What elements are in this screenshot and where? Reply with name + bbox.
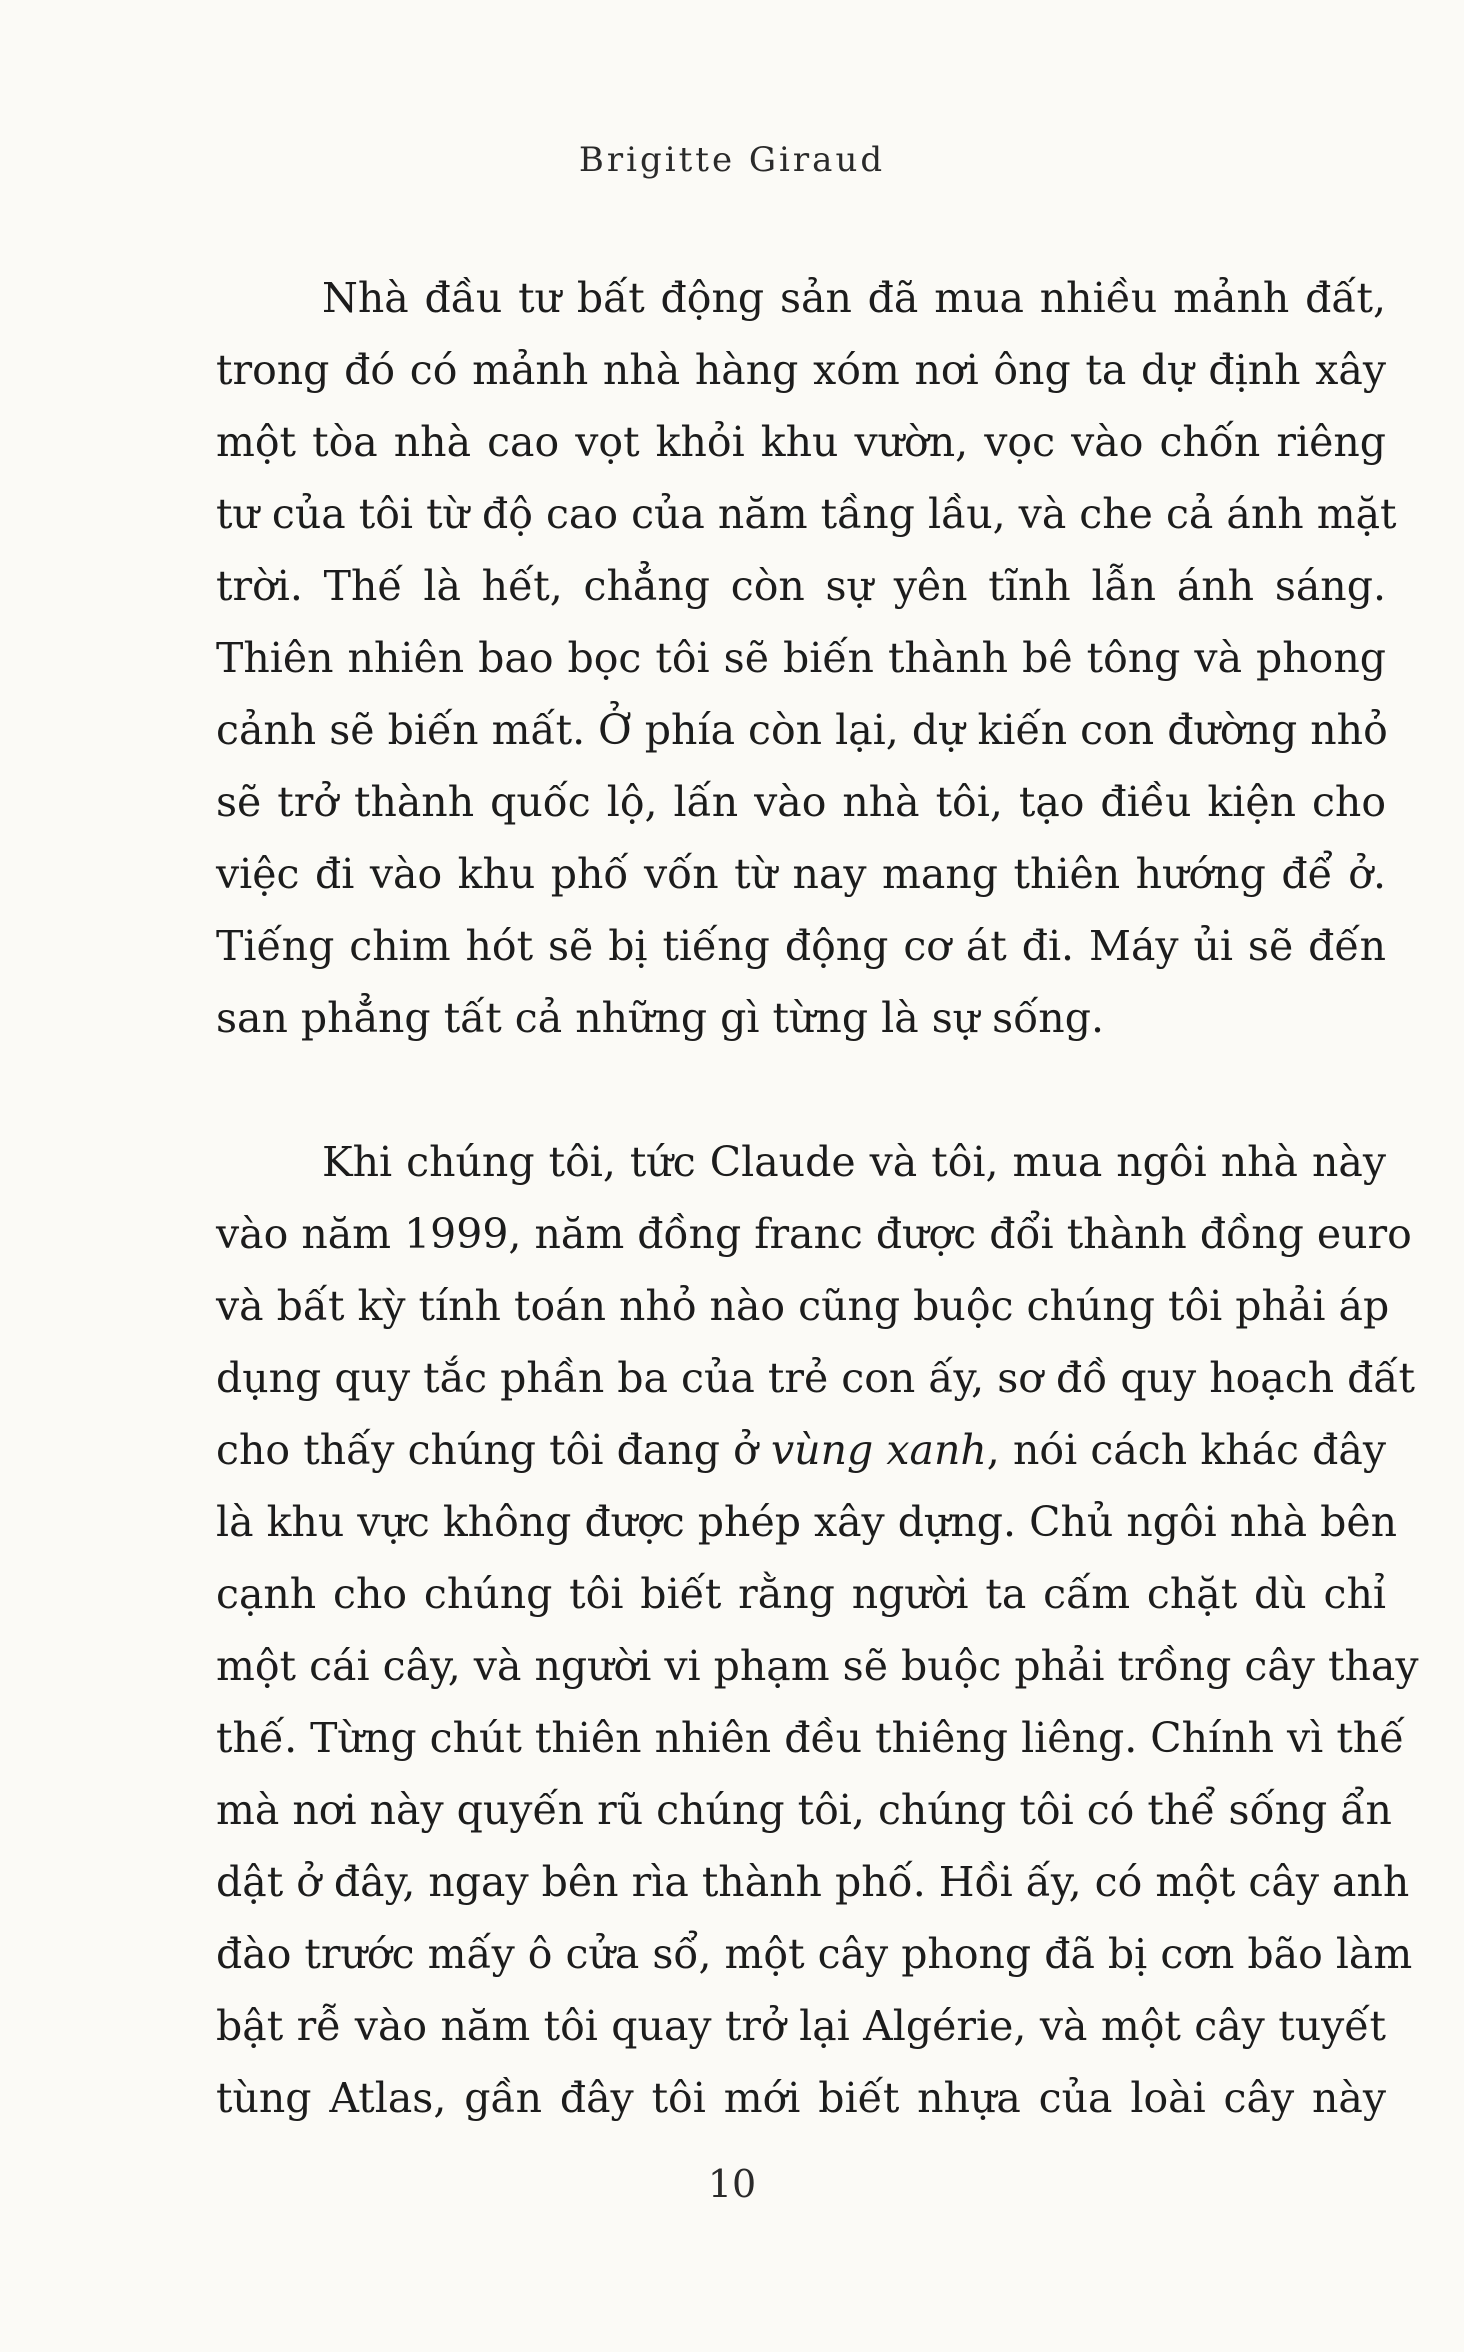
text-line: san phẳng tất cả những gì từng là sự sống. [216, 994, 1104, 1042]
text-line: và bất kỳ tính toán nhỏ nào cũng buộc chúng tôi phải áp [216, 1282, 1390, 1330]
text-line: Nhà đầu tư bất động sản đã mua nhiều mảnh đất, [322, 274, 1386, 322]
text-line: vào năm 1999, năm đồng franc được đổi thành đồng euro [216, 1210, 1412, 1258]
text-line: một cái cây, và người vi phạm sẽ buộc phải trồng cây thay [216, 1642, 1419, 1690]
text-line: Thiên nhiên bao bọc tôi sẽ biến thành bê tông và phong [216, 634, 1386, 682]
text-line: trong đó có mảnh nhà hàng xóm nơi ông ta dự định xây [216, 346, 1386, 394]
text-line: dụng quy tắc phần ba của trẻ con ấy, sơ đồ quy hoạch đất [216, 1354, 1415, 1402]
page-number: 10 [707, 2162, 757, 2206]
body-text [216, 262, 1419, 2134]
text-line: là khu vực không được phép xây dựng. Chủ ngôi nhà bên [216, 1498, 1398, 1546]
text-segment: , nói cách khác đây [986, 1426, 1386, 1474]
running-header-author: Brigitte Giraud [578, 140, 886, 180]
text-line: dật ở đây, ngay bên rìa thành phố. Hồi ấy, có một cây anh [216, 1858, 1410, 1906]
text-line: Tiếng chim hót sẽ bị tiếng động cơ át đi. Máy ủi sẽ đến [216, 922, 1386, 970]
text-line: thế. Từng chút thiên nhiên đều thiêng liêng. Chính vì thế [216, 1714, 1405, 1762]
paragraph-1 [216, 262, 1397, 1054]
text-line: đào trước mấy ô cửa sổ, một cây phong đã bị cơn bão làm [216, 1930, 1413, 1978]
text-line-with-italic [216, 1414, 1386, 1486]
italic-term: vùng xanh [771, 1426, 987, 1474]
paragraph-2 [216, 1126, 1419, 2134]
text-line: cảnh sẽ biến mất. Ở phía còn lại, dự kiến con đường nhỏ [216, 706, 1388, 754]
text-line: việc đi vào khu phố vốn từ nay mang thiên hướng để ở. [216, 850, 1386, 898]
text-line: một tòa nhà cao vọt khỏi khu vườn, vọc vào chốn riêng [216, 418, 1386, 466]
text-segment: cho thấy chúng tôi đang ở [216, 1426, 771, 1474]
text-line: sẽ trở thành quốc lộ, lấn vào nhà tôi, tạo điều kiện cho [216, 778, 1386, 826]
text-line: Khi chúng tôi, tức Claude và tôi, mua ngôi nhà này [322, 1138, 1386, 1186]
text-line: tư của tôi từ độ cao của năm tầng lầu, và che cả ánh mặt [216, 490, 1397, 538]
text-line: tùng Atlas, gần đây tôi mới biết nhựa của loài cây này [216, 2074, 1386, 2122]
text-line: bật rễ vào năm tôi quay trở lại Algérie, và một cây tuyết [216, 2002, 1386, 2050]
text-line: cạnh cho chúng tôi biết rằng người ta cấm chặt dù chỉ [216, 1570, 1386, 1618]
text-line: trời. Thế là hết, chẳng còn sự yên tĩnh lẫn ánh sáng. [216, 562, 1386, 610]
text-line: mà nơi này quyến rũ chúng tôi, chúng tôi có thể sống ẩn [216, 1786, 1392, 1834]
